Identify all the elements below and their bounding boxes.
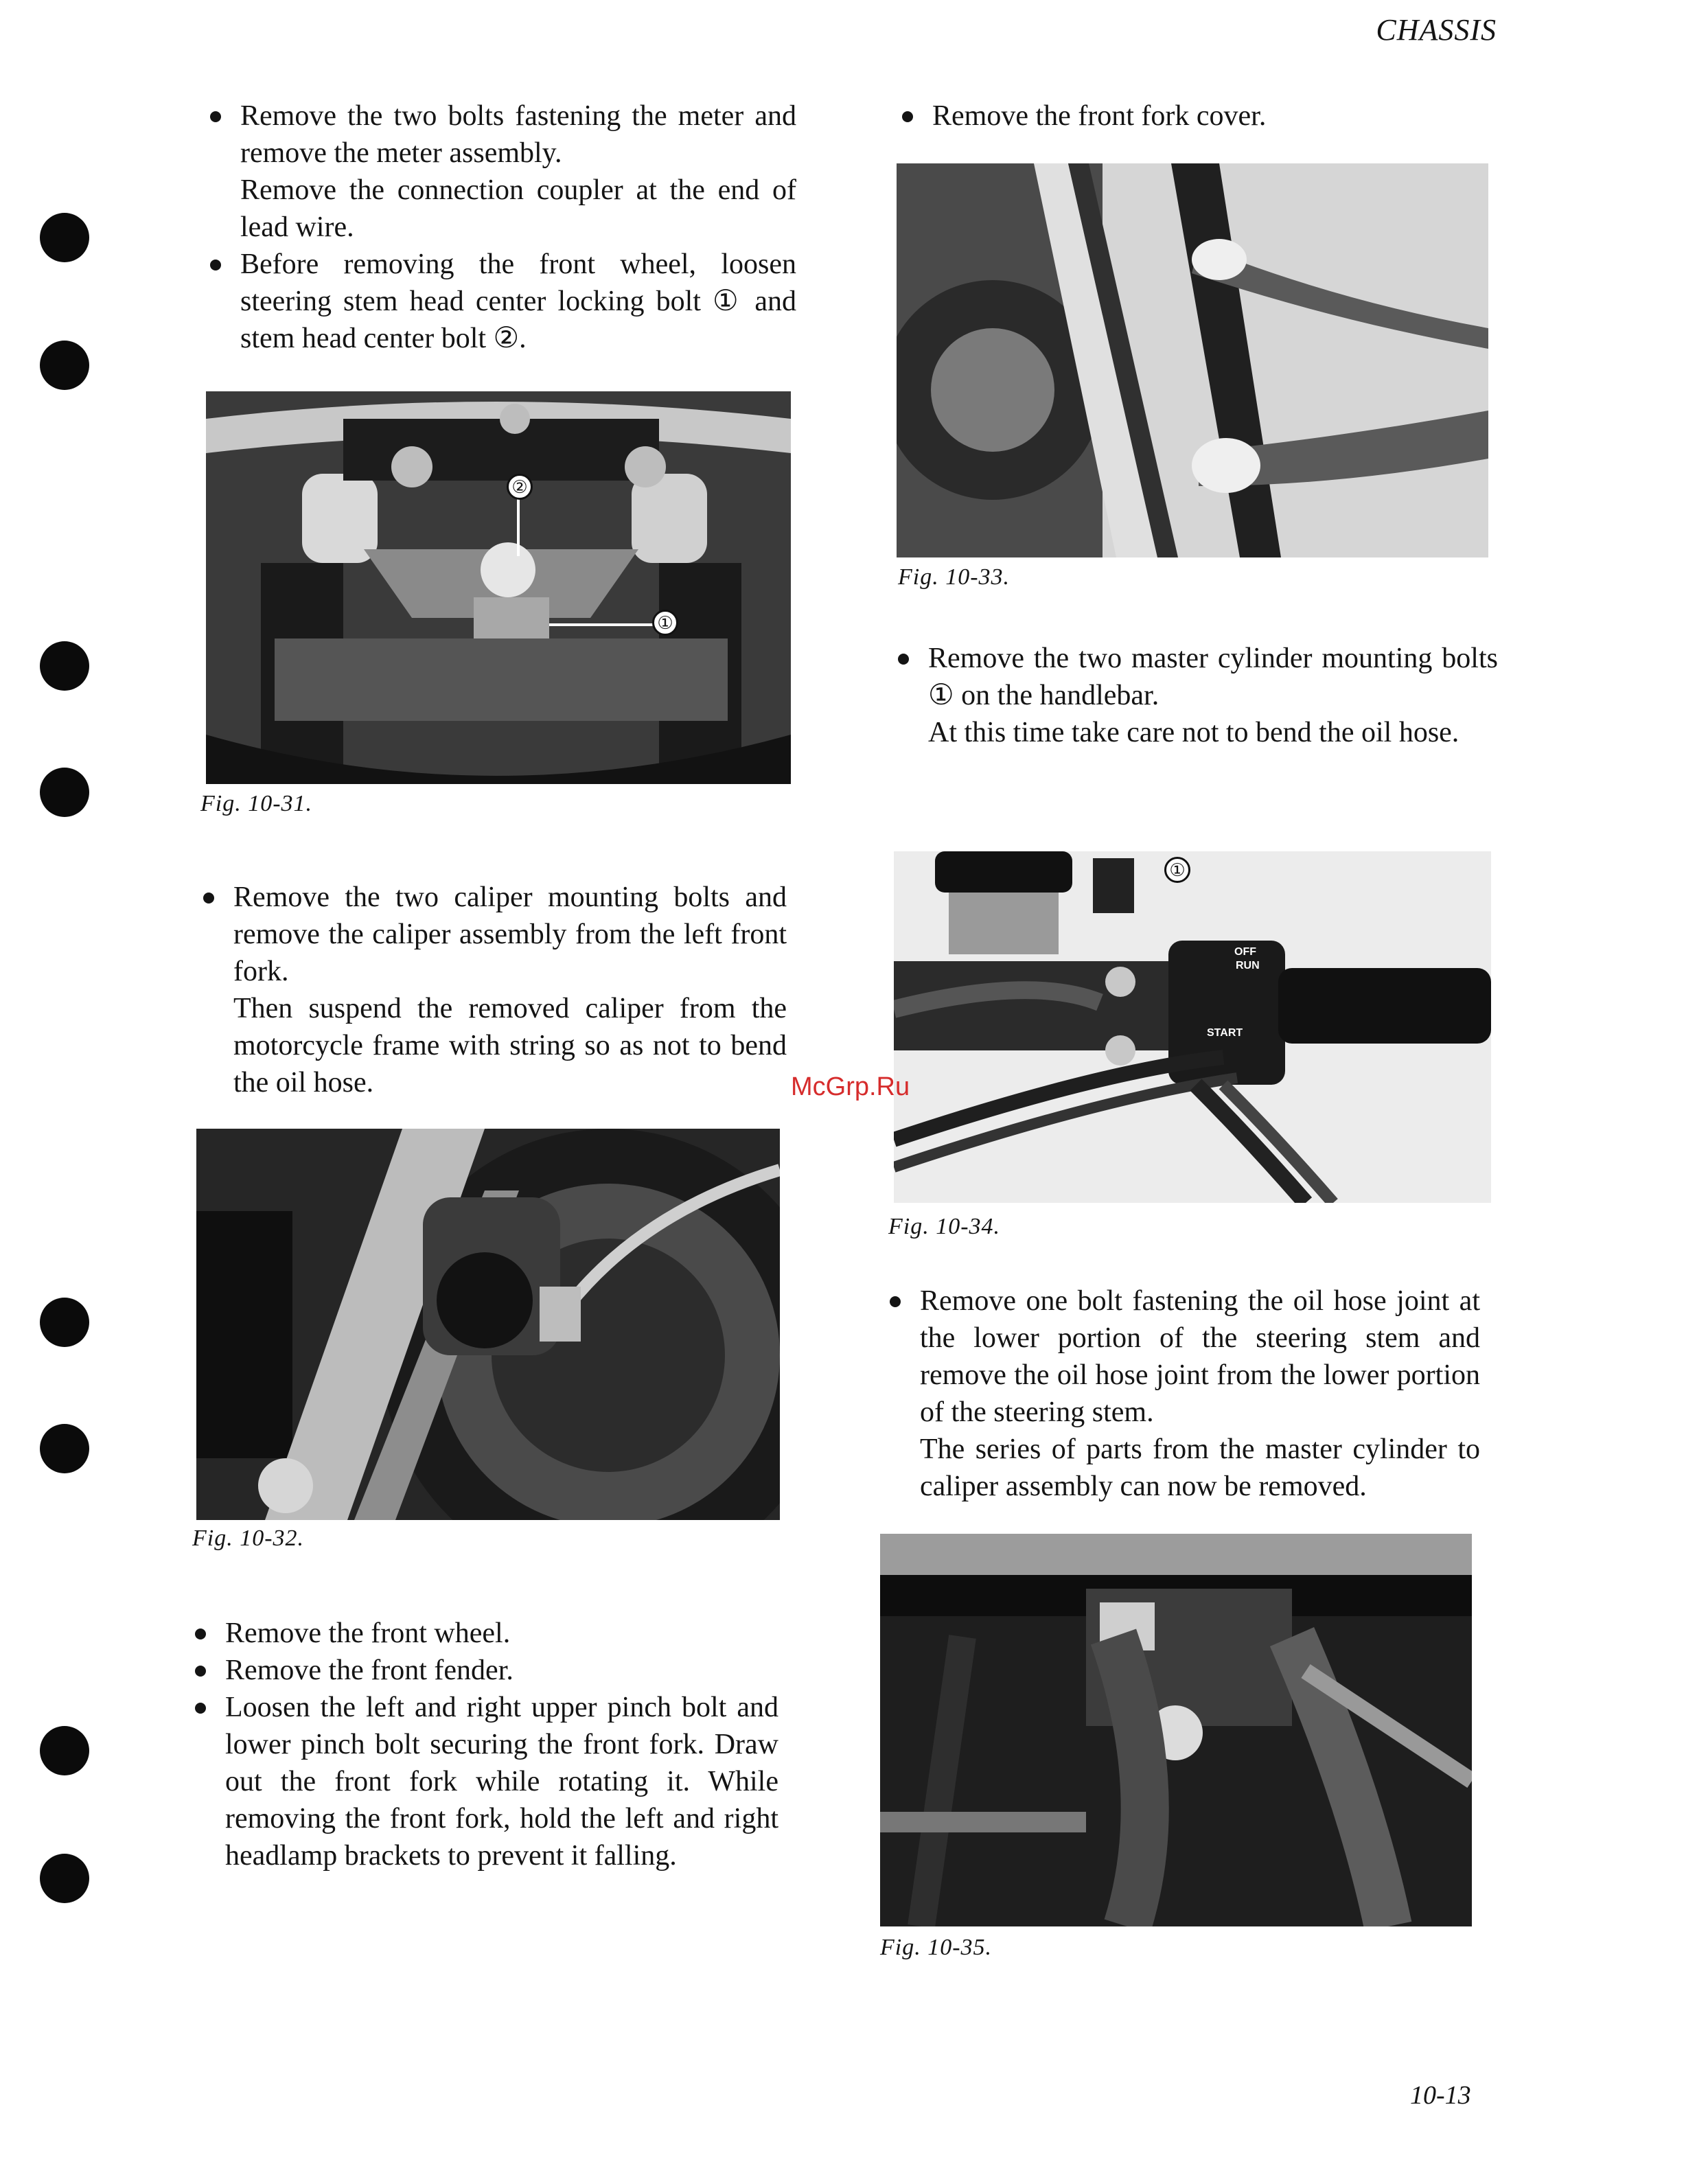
figure-caption: Fig. 10-32. <box>192 1526 305 1551</box>
watermark-link[interactable]: McGrp.Ru <box>791 1072 910 1101</box>
instruction-block <box>191 1615 778 1874</box>
fork-cover-illustration <box>897 163 1488 557</box>
paragraph: At this time take care not to bend the oil hose. <box>928 717 1459 748</box>
figure-caption: Fig. 10-34. <box>888 1214 1001 1239</box>
switch-label-off: OFF <box>1234 946 1256 958</box>
binder-hole <box>40 341 89 390</box>
bullet-item: Remove the two bolts fastening the meter and remove the meter assembly. <box>206 97 796 172</box>
figure-10-32-photo <box>196 1129 780 1520</box>
instruction-block <box>886 1282 1480 1505</box>
instruction-block <box>206 97 796 357</box>
switch-label-start: START <box>1207 1027 1243 1039</box>
binder-hole <box>40 1298 89 1347</box>
figure-10-31-photo <box>206 391 791 784</box>
page-number: 10-13 <box>1410 2081 1471 2110</box>
figure-10-35-photo <box>880 1534 1472 1926</box>
bullet-item: Before removing the front wheel, loosen steering stem head center locking bolt ① and stem head center bolt ②. <box>206 246 796 357</box>
paragraph: Remove the connection coupler at the end of lead wire. <box>240 174 796 243</box>
figure-10-33-photo <box>897 163 1488 557</box>
figure-caption: Fig. 10-33. <box>898 564 1011 590</box>
figure-10-34-photo <box>894 851 1491 1203</box>
callout-1: ① <box>652 610 678 636</box>
callout-1: ① <box>1164 857 1190 883</box>
paragraph: The series of parts from the master cylinder to caliper assembly can now be removed. <box>920 1434 1480 1502</box>
instruction-block <box>199 879 787 1101</box>
figure-caption: Fig. 10-31. <box>200 791 313 816</box>
callout-2: ② <box>507 474 533 500</box>
binder-hole <box>40 1424 89 1473</box>
caliper-illustration <box>196 1129 780 1520</box>
binder-hole <box>40 1726 89 1775</box>
figure-caption: Fig. 10-35. <box>880 1935 993 1960</box>
bullet-item: Loosen the left and right upper pinch bolt and lower pinch bolt securing the front fork. Draw out the front fork while rotating it. While removing the front fork, hold the left and right headlamp brackets to prevent it falling. <box>191 1689 778 1874</box>
instruction-block <box>894 640 1498 751</box>
binder-hole <box>40 641 89 691</box>
bullet-item: Remove the front wheel. <box>191 1615 778 1652</box>
oil-hose-joint-illustration <box>880 1534 1472 1926</box>
paragraph: Then suspend the removed caliper from the motorcycle frame with string so as not to bend the oil hose. <box>233 993 787 1098</box>
bullet-item: Remove the front fork cover. <box>898 97 1502 135</box>
bullet-item: Remove the two caliper mounting bolts and remove the caliper assembly from the left front fork. <box>199 879 787 990</box>
master-cylinder-illustration <box>894 851 1491 1203</box>
switch-label-run: RUN <box>1236 960 1260 971</box>
bullet-item: Remove one bolt fastening the oil hose joint at the lower portion of the steering stem and remove the oil hose joint from the lower portion of the steering stem. <box>886 1282 1480 1431</box>
bullet-item: Remove the front fender. <box>191 1652 778 1689</box>
binder-hole <box>40 768 89 817</box>
section-header: CHASSIS <box>1376 13 1497 47</box>
binder-hole <box>40 213 89 262</box>
binder-hole <box>40 1854 89 1903</box>
steering-head-illustration <box>206 391 791 784</box>
instruction-block <box>898 97 1502 135</box>
bullet-item: Remove the two master cylinder mounting bolts ① on the handlebar. <box>894 640 1498 714</box>
